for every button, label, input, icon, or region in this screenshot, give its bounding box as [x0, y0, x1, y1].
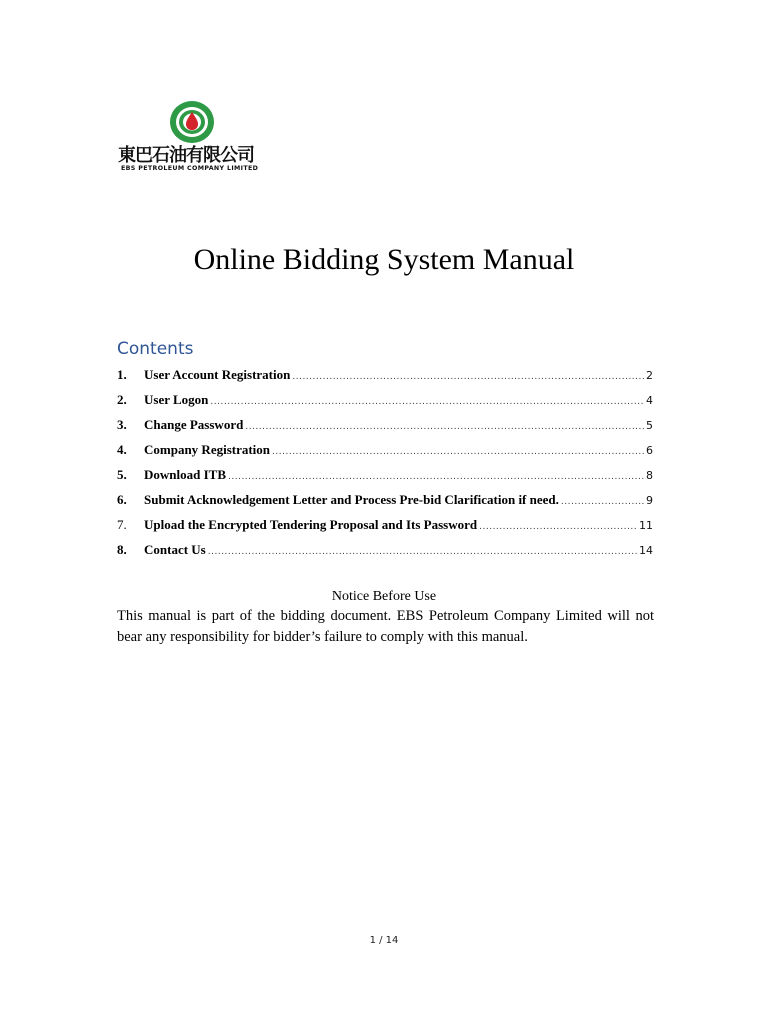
toc-entry-title: Download ITB	[144, 467, 226, 482]
toc-entry[interactable]	[117, 367, 653, 392]
toc-entry-number: 1.	[117, 367, 127, 382]
document-title: Online Bidding System Manual	[193, 243, 575, 276]
toc-entry-page: 6	[646, 444, 653, 457]
toc-dot-leader	[292, 372, 645, 382]
oil-drop-logo-icon	[169, 100, 215, 144]
toc-entry-title: User Logon	[144, 392, 209, 407]
toc-entry-title: Submit Acknowledgement Letter and Process Pre-bid Clarification if need.	[144, 492, 559, 507]
toc-entry-page: 11	[639, 519, 653, 532]
page-number: 1 / 14	[369, 935, 399, 946]
toc-dot-leader	[228, 472, 645, 482]
notice-heading: Notice Before Use	[331, 589, 437, 604]
toc-entry-page: 4	[646, 394, 653, 407]
toc-entry-page: 9	[646, 494, 653, 507]
toc-entry[interactable]	[117, 417, 653, 442]
toc-entry-number: 2.	[117, 392, 127, 407]
logo-company-name-english: EBS PETROLEUM COMPANY LIMITED	[121, 165, 259, 172]
notice-body: This manual is part of the bidding document. EBS Petroleum Company Limited will not bear any responsibility for bidder’s failure to comply with this manual.	[117, 608, 654, 645]
toc-entry-title: Change Password	[144, 417, 244, 432]
toc-entry[interactable]	[117, 467, 653, 492]
toc-entry-page: 5	[646, 419, 653, 432]
company-logo	[116, 100, 266, 176]
toc-dot-leader	[561, 497, 645, 507]
toc-entry[interactable]	[117, 492, 653, 517]
toc-dot-leader	[245, 422, 645, 432]
toc-entry[interactable]	[117, 392, 653, 417]
toc-entry-number: 3.	[117, 417, 127, 432]
toc-entry-number: 6.	[117, 492, 127, 507]
toc-entry-number: 8.	[117, 542, 127, 557]
toc-entry-number: 4.	[117, 442, 127, 457]
toc-entry-page: 14	[639, 544, 653, 557]
toc-entry[interactable]	[117, 542, 653, 567]
table-of-contents	[117, 367, 653, 567]
toc-entry-title: Contact Us	[144, 542, 206, 557]
toc-entry[interactable]	[117, 517, 653, 542]
toc-dot-leader	[210, 397, 645, 407]
logo-company-name-chinese: 東巴石油有限公司	[118, 145, 254, 166]
toc-entry-page: 2	[646, 369, 653, 382]
toc-dot-leader	[272, 447, 645, 457]
toc-entry-number: 5.	[117, 467, 127, 482]
toc-entry-title: Upload the Encrypted Tendering Proposal and Its Password	[144, 517, 478, 532]
toc-entry-title: User Account Registration	[144, 367, 291, 382]
toc-entry-title: Company Registration	[144, 442, 271, 457]
toc-entry-number: 7.	[117, 517, 127, 532]
toc-entry[interactable]	[117, 442, 653, 467]
toc-dot-leader	[479, 522, 638, 532]
contents-heading: Contents	[117, 339, 194, 359]
toc-dot-leader	[208, 547, 638, 557]
toc-entry-page: 8	[646, 469, 653, 482]
